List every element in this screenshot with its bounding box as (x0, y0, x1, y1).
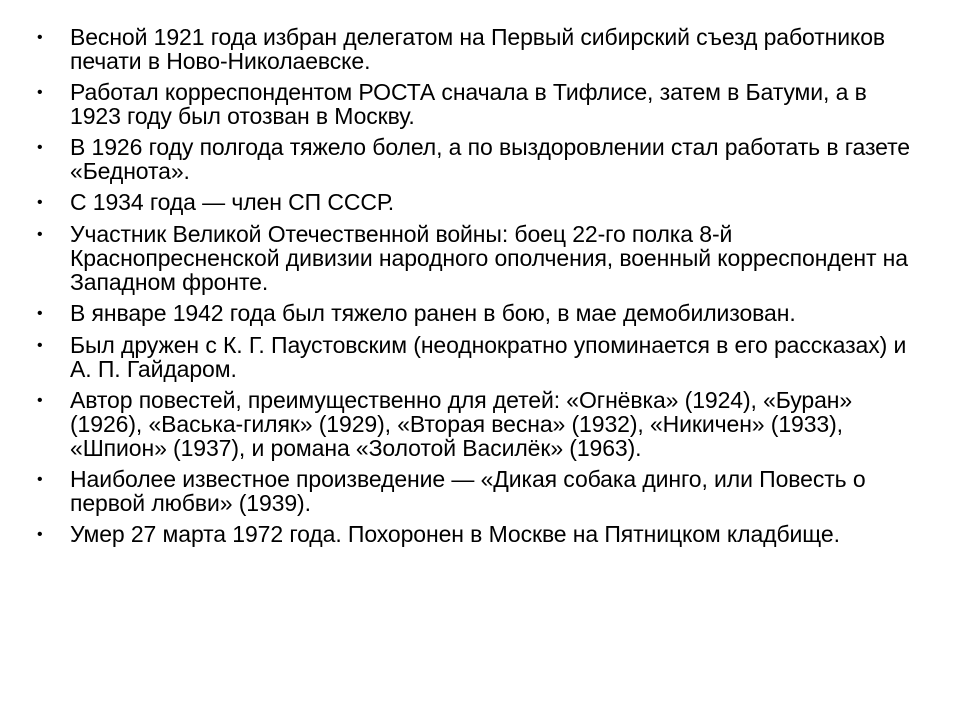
list-item (36, 80, 920, 128)
list-item (36, 388, 920, 460)
list-item-text: Наиболее известное произведение — «Дикая собака динго, или Повесть о первой любви» (1939). (70, 466, 866, 516)
list-item-text: Умер 27 марта 1972 года. Похоронен в Москве на Пятницком кладбище. (70, 521, 840, 547)
list-item (36, 333, 920, 381)
bullet-icon: • (37, 337, 43, 354)
list-item-text: С 1934 года — член СП СССР. (70, 189, 395, 215)
list-item (36, 522, 920, 547)
list-item (36, 222, 920, 294)
list-item (36, 135, 920, 183)
bullet-icon: • (37, 139, 43, 156)
bullet-icon: • (37, 392, 43, 409)
list-item-text: Участник Великой Отечественной войны: боец 22-го полка 8-й Краснопресненской дивизии народного ополчения, военный корреспондент на Западном фронте. (70, 221, 908, 295)
list-item-text: В январе 1942 года был тяжело ранен в бою, в мае демобилизован. (70, 300, 796, 326)
bullet-icon: • (37, 226, 43, 243)
bullet-icon: • (37, 305, 43, 322)
bullet-icon: • (37, 471, 43, 488)
list-item-text: Весной 1921 года избран делегатом на Первый сибирский съезд работников печати в Ново-Николаевске. (70, 24, 886, 74)
list-item-text: Работал корреспондентом РОСТА сначала в Тифлисе, затем в Батуми, а в 1923 году был отозван в Москву. (70, 79, 867, 129)
bullet-icon: • (37, 29, 43, 46)
list-item (36, 25, 920, 73)
list-item (36, 190, 920, 215)
list-item-text: Автор повестей, преимущественно для детей: «Огнёвка» (1924), «Буран» (1926), «Васька-гиляк» (1929), «Вторая весна» (1932), «Никичен» (1933), «Шпион» (1937), и романа «Золотой Василёк» (1963). (70, 387, 853, 461)
bullet-icon: • (37, 84, 43, 101)
bullet-icon: • (37, 194, 43, 211)
bullet-list (36, 25, 920, 547)
list-item-text: Был дружен с К. Г. Паустовским (неоднократно упоминается в его рассказах) и А. П. Гайдаром. (70, 332, 907, 382)
bullet-icon: • (37, 526, 43, 543)
list-item (36, 301, 920, 326)
list-item-text: В 1926 году полгода тяжело болел, а по выздоровлении стал работать в газете «Беднота». (70, 134, 910, 184)
list-item (36, 467, 920, 515)
